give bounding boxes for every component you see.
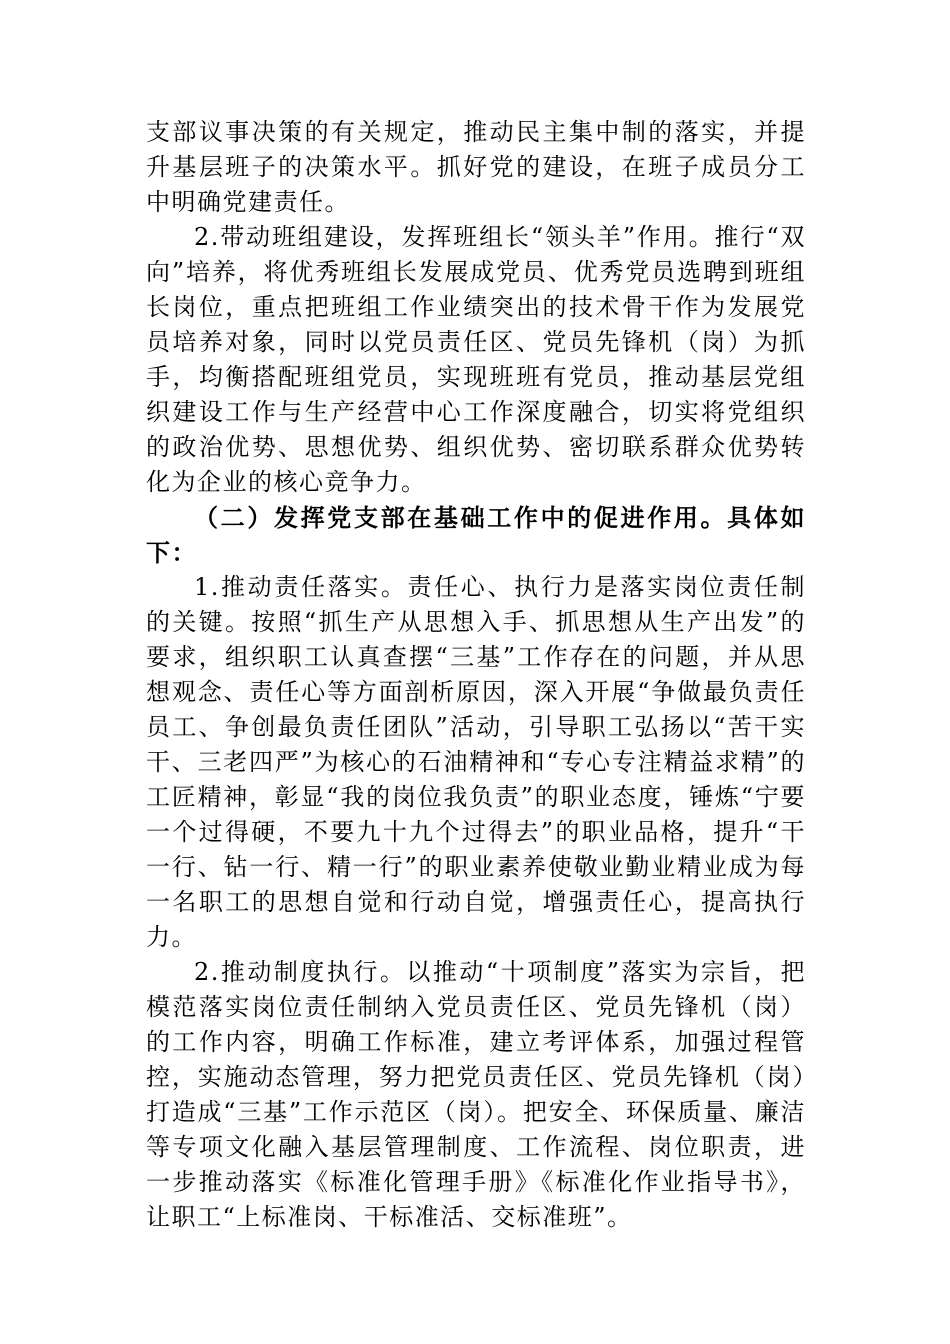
paragraph-responsibility: 1.推动责任落实。责任心、执行力是落实岗位责任制的关键。按照“抓生产从思想入手、抓思想从生产出发”的要求，组织职工认真查摆“三基”工作存在的问题，并从思想观念、责任心等方面剖析原因，深入开展“争做最负责任员工、争创最负责任团队”活动，引导职工弘扬以“苦干实干、三老四严”为核心的石油精神和“专心专注精益求精”的工匠精神，彰显“我的岗位我负责”的职业态度，锤炼“宁要一个过得硬，不要九十九个过得去”的职业品格，提升“干一行、钻一行、精一行”的职业素养使敬业勤业精业成为每一名职工的思想自觉和行动自觉，增强责任心，提高执行力。 — [146, 573, 806, 951]
document-body — [146, 115, 806, 1235]
paragraph-system-execution: 2.推动制度执行。以推动“十项制度”落实为宗旨，把模范落实岗位责任制纳入党员责任区、党员先锋机（岗）的工作内容，明确工作标准，建立考评体系，加强过程管控，实施动态管理，努力把党员责任区、党员先锋机（岗）打造成“三基”工作示范区（岗）。把安全、环保质量、廉洁等专项文化融入基层管理制度、工作流程、岗位职责，进一步推动落实《标准化管理手册》《标准化作业指导书》，让职工“上标准岗、干标准活、交标准班”。 — [146, 958, 806, 1231]
section-heading: （二）发挥党支部在基础工作中的促进作用。具体如下： — [146, 503, 806, 567]
paragraph-continuation: 支部议事决策的有关规定，推动民主集中制的落实，并提升基层班子的决策水平。抓好党的建设，在班子成员分工中明确党建责任。 — [146, 118, 806, 216]
paragraph-team-building: 2.带动班组建设，发挥班组长“领头羊”作用。推行“双向”培养，将优秀班组长发展成党员、优秀党员选聘到班组长岗位，重点把班组工作业绩突出的技术骨干作为发展党员培养对象，同时以党员责任区、党员先锋机（岗）为抓手，均衡搭配班组党员，实现班班有党员，推动基层党组织建设工作与生产经营中心工作深度融合，切实将党组织的政治优势、思想优势、组织优势、密切联系群众优势转化为企业的核心竞争力。 — [146, 223, 806, 496]
